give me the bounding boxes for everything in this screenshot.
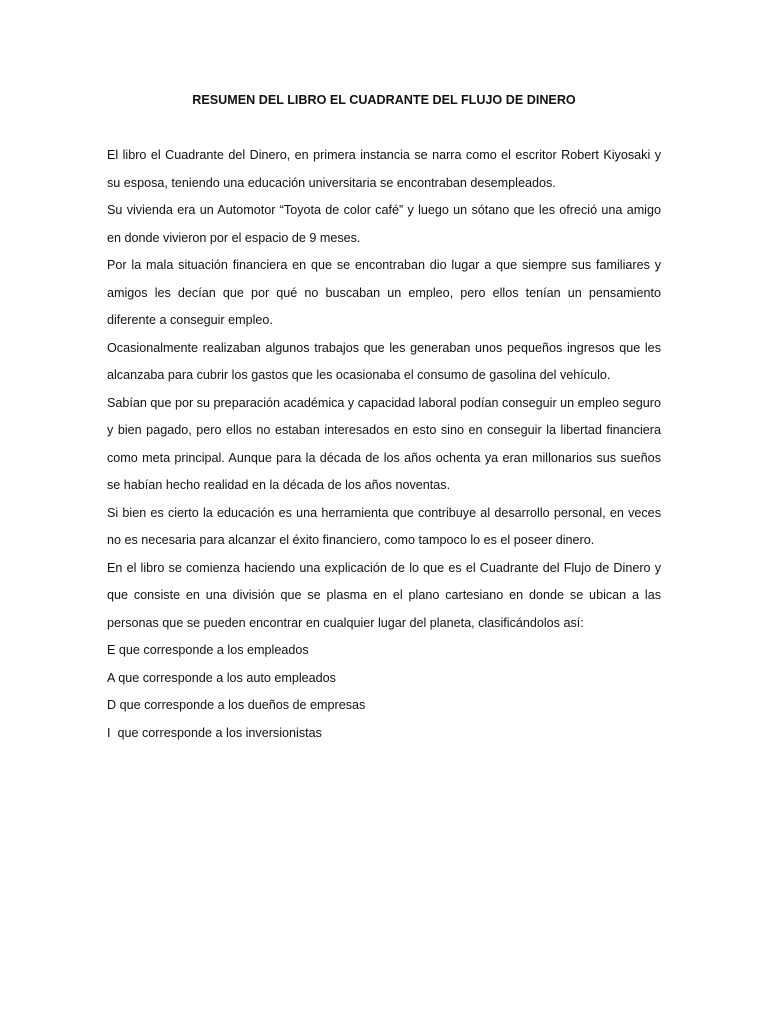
list-item-a: A que corresponde a los auto empleados (107, 670, 336, 685)
paragraph: En el libro se comienza haciendo una explicación de lo que es el Cuadrante del Flujo de Dinero y que consiste en una división que se plasma en el plano cartesiano en donde se ubican a las personas que se pueden encontrar en cualquier lugar del planeta, clasificándolos así: (107, 560, 661, 630)
paragraph: Su vivienda era un Automotor “Toyota de color café” y luego un sótano que les ofreció una amigo en donde vivieron por el espacio de 9 meses. (107, 203, 661, 245)
document-body (107, 142, 661, 747)
list-item-d: D que corresponde a los dueños de empresas (107, 698, 366, 712)
paragraph: El libro el Cuadrante del Dinero, en primera instancia se narra como el escritor Robert Kiyosaki y su esposa, teniendo una educación universitaria se encontraban desempleados. (107, 148, 661, 190)
paragraph: Si bien es cierto la educación es una herramienta que contribuye al desarrollo personal, en veces no es necesaria para alcanzar el éxito financiero, como tampoco lo es el poseer dinero. (107, 505, 661, 547)
paragraph: Sabían que por su preparación académica y capacidad laboral podían conseguir un empleo seguro y bien pagado, pero ellos no estaban interesados en esto sino en conseguir la libertad financiera como meta principal. Aunque para la década de los años ochenta ya eran millonarios sus sueños se habían hecho realidad en la década de los años noventas. (107, 395, 661, 492)
document-content (107, 90, 661, 747)
paragraph: Por la mala situación financiera en que se encontraban dio lugar a que siempre sus familiares y amigos les decían que por qué no buscaban un empleo, pero ellos tenían un pensamiento diferente a conseguir empleo. (107, 258, 661, 327)
list-item-i: I que corresponde a los inversionistas (107, 725, 322, 740)
paragraph: Ocasionalmente realizaban algunos trabajos que les generaban unos pequeños ingresos que les alcanzaba para cubrir los gastos que les ocasionaba el consumo de gasolina del vehículo. (107, 340, 661, 382)
list-item-e: E que corresponde a los empleados (107, 643, 309, 657)
document-title: RESUMEN DEL LIBRO EL CUADRANTE DEL FLUJO DE DINERO (192, 93, 576, 107)
